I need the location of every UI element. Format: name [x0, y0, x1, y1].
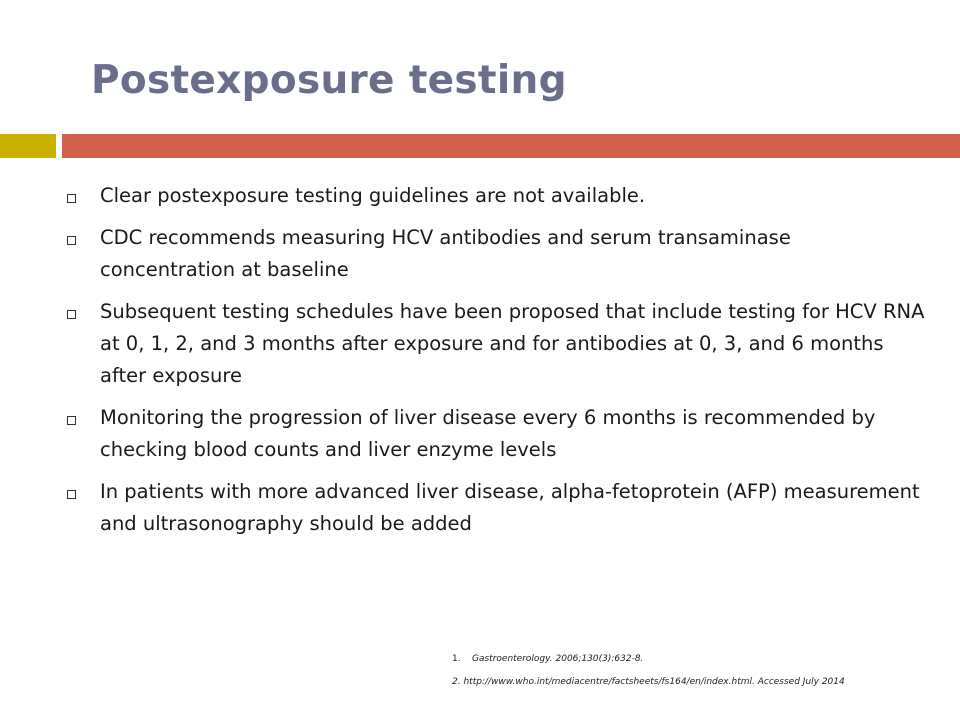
bullet-item	[62, 476, 932, 540]
square-bullet-icon	[67, 416, 76, 425]
bullet-text: Monitoring the progression of liver disease every 6 months is recommended by checking blood counts and liver enzyme levels	[100, 406, 876, 461]
bullet-list	[62, 180, 932, 550]
bullet-text: Clear postexposure testing guidelines are not available.	[100, 184, 646, 207]
square-bullet-icon	[67, 194, 76, 203]
reference-number: 2.	[452, 677, 461, 687]
reference-number: 1.	[452, 654, 461, 664]
slide-title: Postexposure testing	[91, 58, 567, 103]
accent-bar-left	[0, 134, 56, 158]
reference-text: http://www.who.int/mediacentre/factsheets/fs164/en/index.html. Accessed July 2014	[463, 677, 845, 687]
square-bullet-icon	[67, 310, 76, 319]
bullet-item	[62, 402, 932, 466]
accent-bar-right	[62, 134, 960, 158]
bullet-item	[62, 296, 932, 392]
reference-text: Gastroenterology. 2006;130(3):632-8.	[472, 654, 644, 664]
bullet-text: Subsequent testing schedules have been proposed that include testing for HCV RNA at 0, 1, 2, and 3 months after exposure and for antibodies at 0, 3, and 6 months after exposure	[100, 300, 925, 387]
bullet-item	[62, 180, 932, 212]
reference-item	[452, 676, 942, 689]
square-bullet-icon	[67, 490, 76, 499]
reference-item	[452, 653, 942, 666]
bullet-text: In patients with more advanced liver disease, alpha-fetoprotein (AFP) measurement and ultrasonography should be added	[100, 480, 920, 535]
square-bullet-icon	[67, 236, 76, 245]
bullet-item	[62, 222, 932, 286]
reference-list	[452, 653, 942, 699]
bullet-text: CDC recommends measuring HCV antibodies and serum transaminase concentration at baseline	[100, 226, 791, 281]
